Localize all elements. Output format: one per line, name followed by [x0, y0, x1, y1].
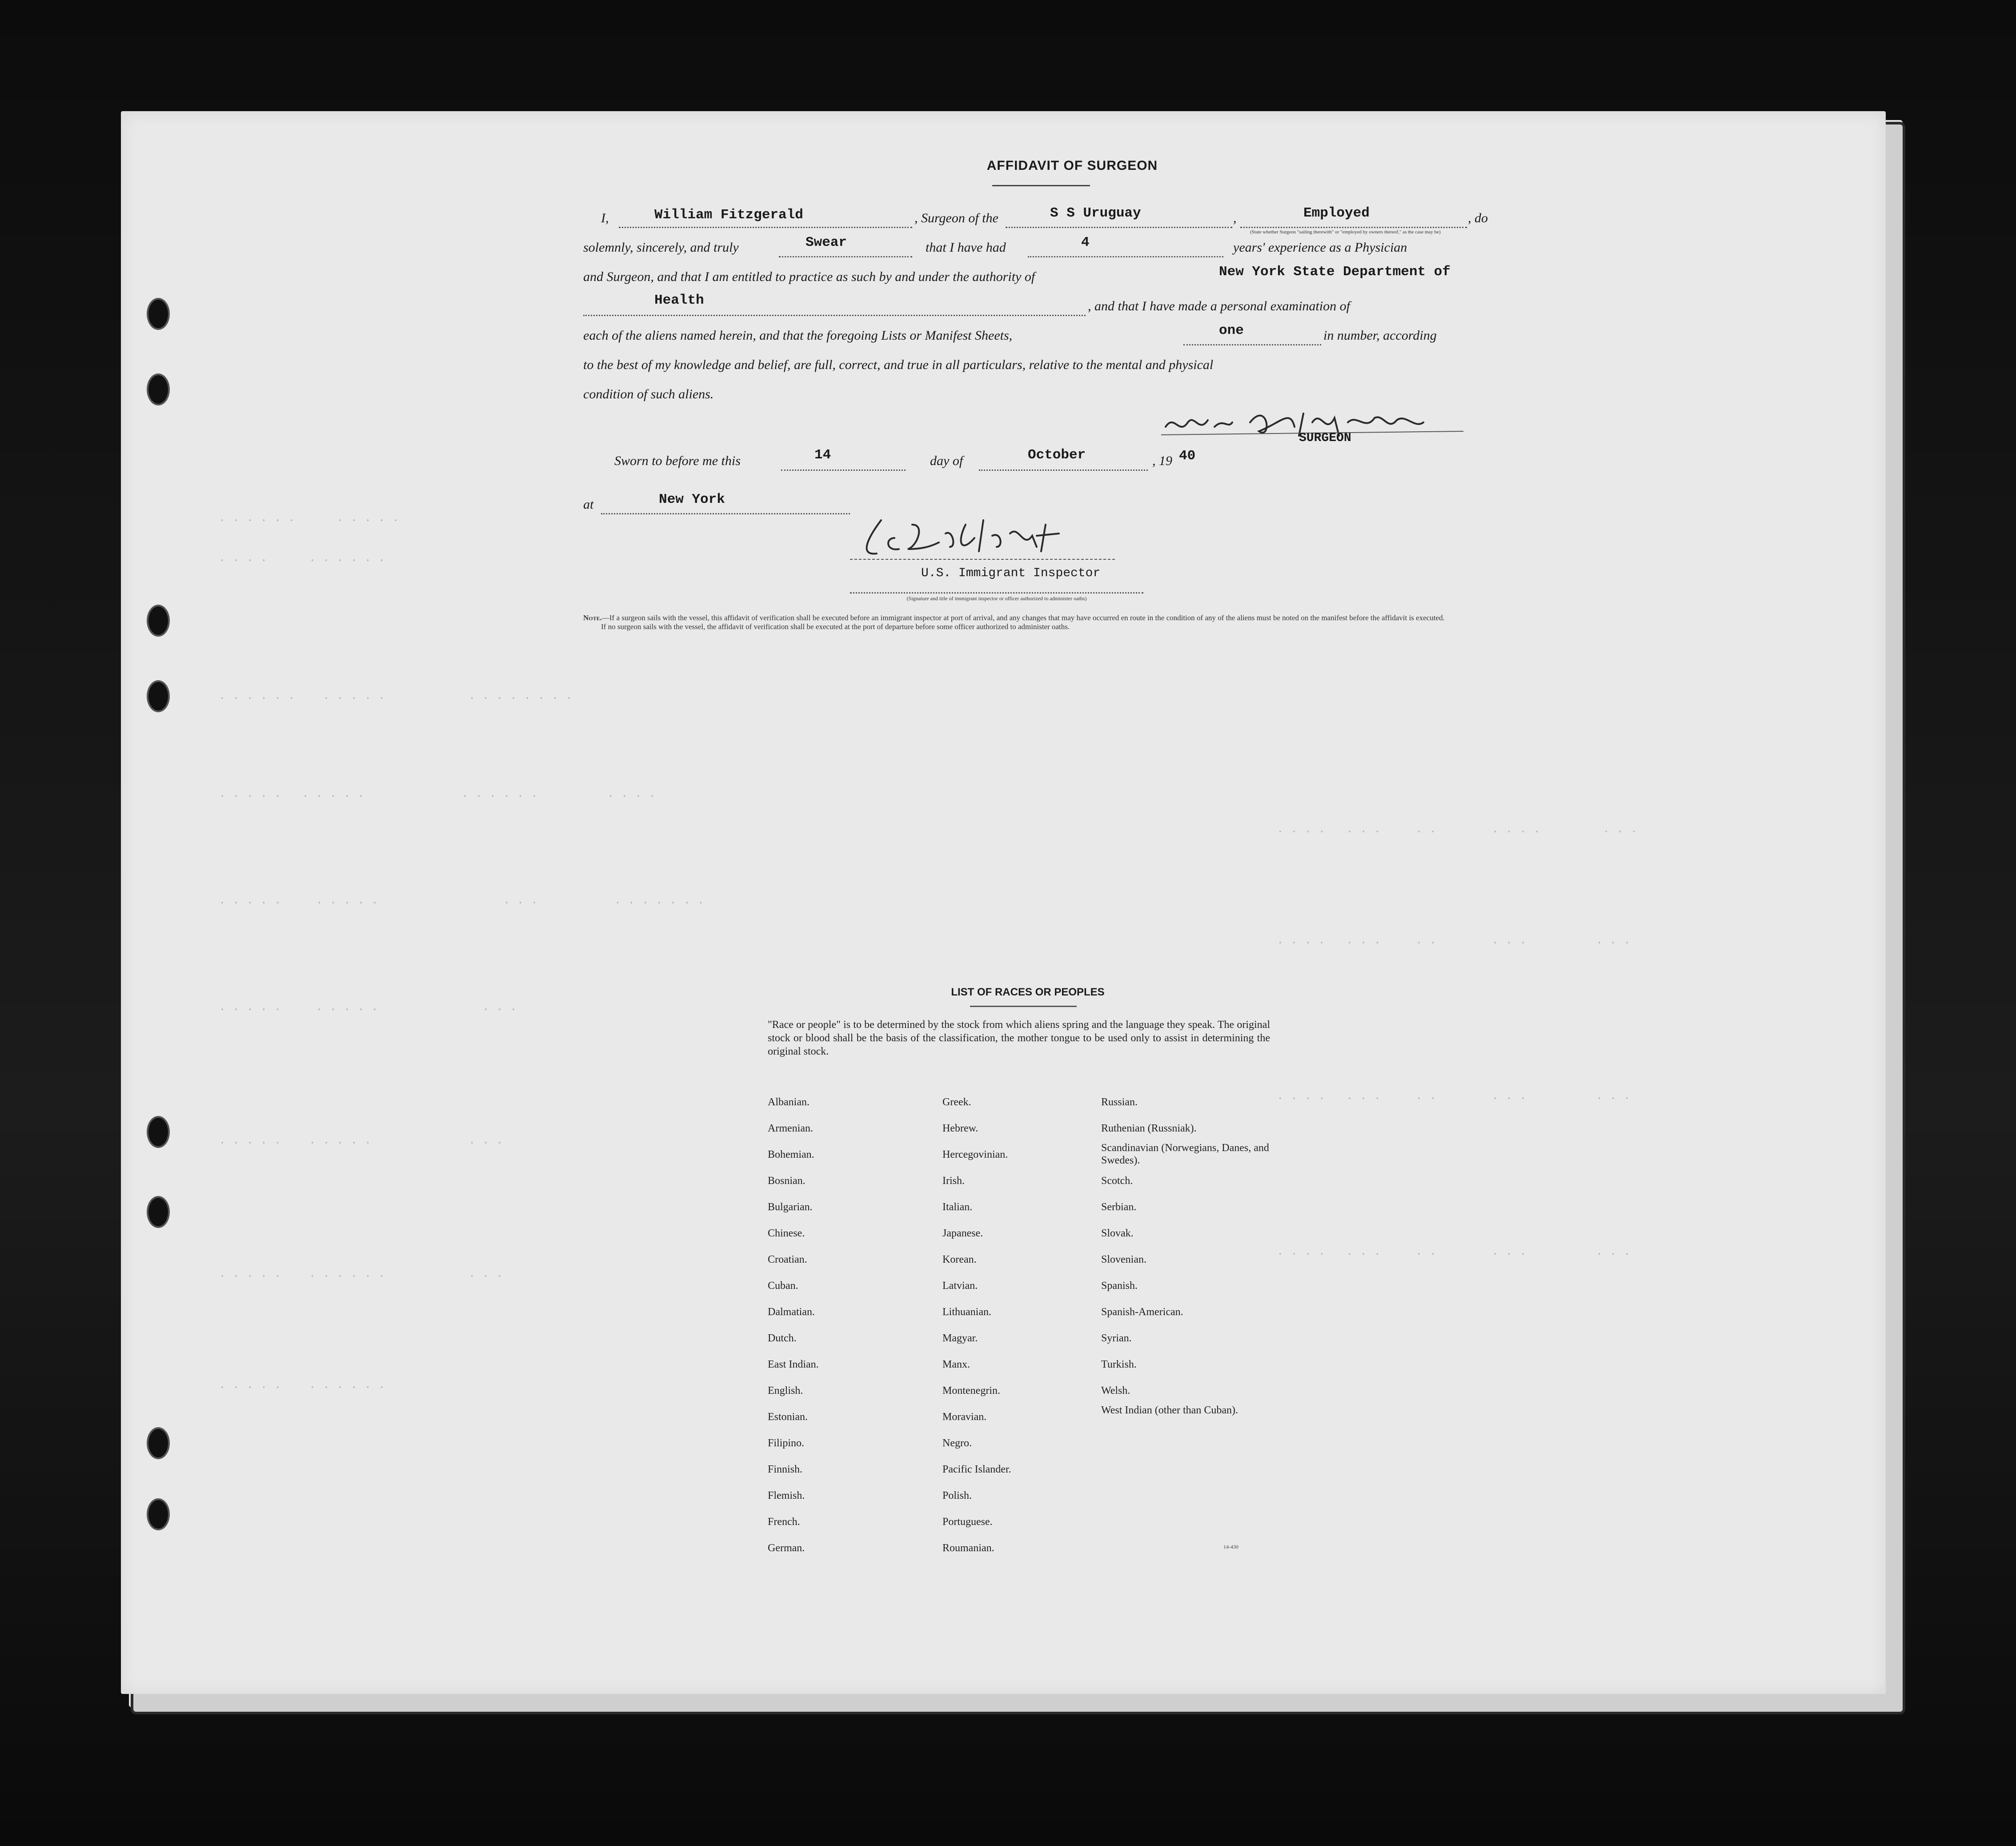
- sworn-text-c: , 19: [1152, 453, 1172, 468]
- race-item: Polish.: [942, 1490, 972, 1501]
- binder-hole: [147, 605, 170, 637]
- line1-text-b: , Surgeon of the: [914, 211, 998, 225]
- race-item: Chinese.: [768, 1228, 805, 1239]
- races-column-3: [1101, 1089, 1279, 1430]
- race-item: Filipino.: [768, 1437, 805, 1449]
- race-item: Spanish-American.: [1101, 1306, 1183, 1318]
- race-item: Korean.: [942, 1254, 977, 1265]
- line1-text-c: , do: [1468, 211, 1488, 225]
- race-item: West Indian (other than Cuban).: [1101, 1405, 1238, 1416]
- fill-line: [1240, 227, 1467, 228]
- race-item: Bohemian.: [768, 1149, 814, 1160]
- binder-hole: [147, 1116, 170, 1148]
- race-item: Portuguese.: [942, 1516, 993, 1528]
- race-item: Cuban.: [768, 1280, 798, 1292]
- fill-line: [1006, 227, 1232, 228]
- race-item: Slovenian.: [1101, 1254, 1146, 1265]
- document-title: AFFIDAVIT OF SURGEON: [986, 158, 1158, 173]
- note-text-1: —If a surgeon sails with the vessel, this affidavit of verification shall be executed before an immigrant inspector at port of arrival, and any changes that may have occurred en route in the condition of any of the aliens must be noted on the manifest before the affidavit is executed.: [601, 614, 1445, 622]
- race-item: Moravian.: [942, 1411, 987, 1423]
- race-item: Albanian.: [768, 1096, 810, 1108]
- race-item: Magyar.: [942, 1332, 978, 1344]
- line3-text-a: and Surgeon, and that I am entitled to practice as such by and under the authority of: [583, 269, 1035, 284]
- line5-text-a: each of the aliens named herein, and that the foregoing Lists or Manifest Sheets,: [583, 328, 1013, 343]
- race-item: Finnish.: [768, 1464, 803, 1475]
- sheet-count: one: [1219, 323, 1244, 338]
- race-item: Scotch.: [1101, 1175, 1133, 1187]
- binder-hole: [147, 1427, 170, 1459]
- race-item: Dutch.: [768, 1332, 797, 1344]
- fill-line: [619, 227, 912, 228]
- form-number: 14-430: [1223, 1544, 1238, 1550]
- surgeon-status: Employed: [1303, 205, 1370, 221]
- race-item: English.: [768, 1385, 803, 1397]
- oath-word: Swear: [806, 235, 847, 250]
- race-item: Irish.: [942, 1175, 965, 1187]
- race-item: Syrian.: [1101, 1332, 1132, 1344]
- races-column-1: [768, 1089, 819, 1561]
- race-item: Ruthenian (Russniak).: [1101, 1123, 1197, 1134]
- races-title: LIST OF RACES OR PEOPLES: [951, 986, 1105, 998]
- authority-part-2: Health: [654, 293, 704, 308]
- surgeon-name: William Fitzgerald: [654, 207, 803, 223]
- race-item: Latvian.: [942, 1280, 978, 1292]
- binder-hole: [147, 1498, 170, 1530]
- race-item: Slovak.: [1101, 1228, 1134, 1239]
- at-text: at: [583, 497, 594, 512]
- binder-hole: [147, 298, 170, 330]
- inspector-title: U.S. Immigrant Inspector: [921, 566, 1101, 580]
- binder-hole: [147, 680, 170, 712]
- fill-line: [781, 470, 906, 471]
- sworn-text-a: Sworn to before me this: [614, 453, 741, 468]
- sworn-month: October: [1028, 447, 1086, 463]
- fill-line: [979, 470, 1148, 471]
- inspector-instruction: (Signature and title of immigrant inspector or officer authorized to administer oaths): [906, 595, 1087, 602]
- race-item: Lithuanian.: [942, 1306, 991, 1318]
- race-item: Dalmatian.: [768, 1306, 815, 1318]
- race-item: Welsh.: [1101, 1385, 1130, 1397]
- verification-note: [583, 614, 1606, 631]
- sworn-text-b: day of: [930, 453, 963, 468]
- race-item: Japanese.: [942, 1228, 983, 1239]
- race-item: East Indian.: [768, 1359, 819, 1370]
- races-column-2: [942, 1089, 1011, 1561]
- bleed-through-text: . . . . . . . . . . . . . . . . . . . . . . . . . . . . . . . . . . . . . . . . . . . . . . . . . . . . . . . . . . . . . . . . . . . . . . . . . . . . . . . . . . . . . . . . . . . . . . . . . . . . . . . . . . . . . . . . . . . . . . . . . . . . . . . . . . . . . . . . . . . . . . . . . . . . . . . . . . . . . . . . . . . . . . . . . . . . . . . . . . . . . . . . . . . . . . . .: [219, 511, 1638, 1392]
- races-intro: "Race or people" is to be determined by the stock from which aliens spring and the language they speak. The original stock or blood shall be the basis of the classification, the mother tongue to be used only to assist in determining the original stock.: [768, 1019, 1270, 1057]
- binder-hole: [147, 373, 170, 405]
- vessel-name: S S Uruguay: [1050, 205, 1141, 221]
- note-text-2: If no surgeon sails with the vessel, the affidavit of verification shall be executed at the port of departure before some officer authorized to administer oaths.: [601, 622, 1070, 631]
- line2-text-a: solemnly, sincerely, and truly: [583, 240, 739, 255]
- status-instruction: (State whether Surgeon "sailing therewith" or "employed by owners thereof," as the case may be): [1250, 229, 1441, 235]
- title-underline: [992, 185, 1090, 186]
- race-item: Russian.: [1101, 1096, 1138, 1108]
- fill-line: [601, 513, 850, 514]
- race-item: Scandinavian (Norwegians, Danes, and Swedes).: [1101, 1142, 1269, 1166]
- line2-text-b: that I have had: [926, 240, 1006, 255]
- line7-text: condition of such aliens.: [583, 387, 714, 401]
- binder-hole: [147, 1196, 170, 1228]
- race-item: Hebrew.: [942, 1123, 978, 1134]
- race-item: Greek.: [942, 1096, 971, 1108]
- race-item: Armenian.: [768, 1123, 813, 1134]
- surgeon-label: SURGEON: [1299, 431, 1351, 445]
- races-title-underline: [970, 1006, 1077, 1007]
- race-item: Serbian.: [1101, 1201, 1137, 1213]
- authority-part-1: New York State Department of: [1219, 264, 1451, 280]
- document-page: . . . . . . . . . . . . . . . . . . . . . . . . . . . . . . . . . . . . . . . . . . . . . . . . . . . . . . . . . . . . . . . . . . . . . . . . . . . . . . . . . . . . . . . . . . . . . . . . . . . . . . . . . . . . . . . . . . . . . . . . . . . . . . . . . . . . . . . . . . . . . . . . . . . . . . . . . . . . . . . . . . . . . . . . . . . . . . . . . . . . . . . . . . . . . . . . AFFIDAVIT OF SURGEON I, William Fitzgerald , Surgeon of the S S Uruguay , Employed , do (State whether Surgeon "sailing therewith" or "employed by owners thereof," as the case may be) solemnly, sincerely, and truly Swear that I have had 4 years' experience as a Physician and Surgeon, and that I am entitled to practice as such by and under the authority of New York State Department of Health , and that I have made a personal examination of each of the aliens named herein, and that the foregoing Lists or Manifest Sheets, one in number, according to the best of my knowledge and belief, are full, correct, and true in all particulars, relative to the mental and physical condition of such aliens. SURGEON Sworn to before me this 14 day of October , 19 40 at New York U.S. Immigrant Inspector (Signature and title of immigrant inspector or officer authorized to administer oaths) Note.—If a surgeon sails with the vessel, this affidavit of verification shall be executed before an immigrant inspector at port of arrival, and any changes that may have occurred en route in the condition of any of the aliens must be noted on the manifest before the affidavit is executed. If no surgeon sails with the vessel, the affidavit of verification shall be executed at the port of departure before some officer authorized to administer oaths. LIST OF RACES OR PEOPLES "Race or people" is to be determined by the stock from which aliens spring and the language they speak. The original stock or blood shall be the basis of the classification, the mother tongue to be used only to assist in determining the original stock. Albanian. Armenian. Bohemian. Bosnian. Bulgarian. Chinese. Croatian. Cuban. Dalmatian. Dutch. East Indian. English. Estonian. Filipino. Finnish. Flemish. French. German. Greek. Hebrew. Hercegovinian. Irish. Italian. Japanese. Korean. Latvian. Lithuanian. Magyar. Manx. Montenegrin. Moravian. Negro. Pacific Islander. Polish. Portuguese. Roumanian. Russian. Ruthenian (Russniak). Scandinavian (Norwegians, Danes, and Swedes). Scotch. Serbian. Slovak. Slovenian. Spanish. Spanish-American. Syrian. Turkish. Welsh. West Indian (other than Cuban). 14-430: [121, 111, 1886, 1694]
- race-item: Bosnian.: [768, 1175, 806, 1187]
- race-item: French.: [768, 1516, 800, 1528]
- race-item: Italian.: [942, 1201, 973, 1213]
- line2-text-c: years' experience as a Physician: [1233, 240, 1407, 255]
- sworn-day: 14: [814, 447, 831, 463]
- line4-text-b: , and that I have made a personal examination of: [1088, 299, 1350, 313]
- race-item: Turkish.: [1101, 1359, 1137, 1370]
- race-item: Negro.: [942, 1437, 972, 1449]
- line5-text-b: in number, according: [1323, 328, 1437, 343]
- fill-line: [583, 315, 1086, 316]
- sworn-place: New York: [659, 492, 725, 507]
- race-item: Bulgarian.: [768, 1201, 813, 1213]
- fill-line: [779, 256, 912, 257]
- sworn-year: 40: [1179, 448, 1196, 464]
- line6-text: to the best of my knowledge and belief, are full, correct, and true in all particulars, relative to the mental and physical: [583, 357, 1214, 372]
- race-item: German.: [768, 1542, 805, 1554]
- race-item: Roumanian.: [942, 1542, 994, 1554]
- race-item: Flemish.: [768, 1490, 805, 1501]
- line1-text-a: I,: [601, 211, 609, 225]
- inspector-signature: [850, 511, 1117, 565]
- years-experience: 4: [1081, 235, 1090, 250]
- fill-line: [1183, 344, 1321, 345]
- race-item: Hercegovinian.: [942, 1149, 1008, 1160]
- race-item: Pacific Islander.: [942, 1464, 1011, 1475]
- race-item: Spanish.: [1101, 1280, 1138, 1292]
- race-item: Estonian.: [768, 1411, 808, 1423]
- inspector-rule: [850, 592, 1143, 594]
- note-lead: Note.: [583, 614, 602, 622]
- race-item: Manx.: [942, 1359, 970, 1370]
- race-item: Montenegrin.: [942, 1385, 1000, 1397]
- race-item: Croatian.: [768, 1254, 807, 1265]
- fill-line: [1028, 256, 1223, 257]
